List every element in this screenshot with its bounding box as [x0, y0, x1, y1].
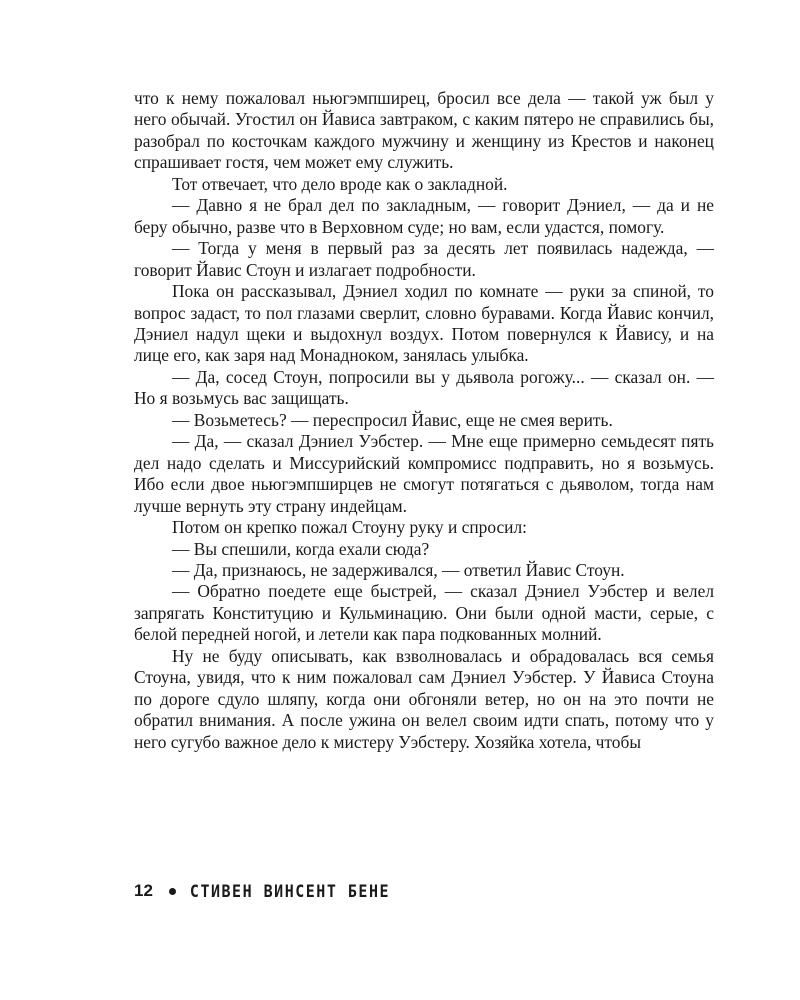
paragraph: Ну не буду описывать, как взволновалась и обрадовалась вся семья Стоуна, увидя, что к ним пожаловал сам Дэниел Уэбстер. У Йависа Стоуна по дороге сдуло шляпу, когда они обгоняли ветер, но он на это почти не обратил внимания. А после ужина он велел своим идти спать, потому что у него сугубо важное дело к мистеру Уэбстеру. Хозяйка хотела, чтобы	[134, 645, 714, 752]
running-head-author: СТИВЕН ВИНСЕНТ БЕНЕ	[189, 880, 391, 902]
paragraph: — Да, сосед Стоун, попросили вы у дьявола рогожу... — сказал он. — Но я возьмусь вас защищать.	[134, 366, 714, 409]
paragraph: — Да, — сказал Дэниел Уэбстер. — Мне еще примерно семьдесят пять дел надо сделать и Миссурийский компромисс подправить, но я возьмусь. Ибо если двое ньюгэмпширцев не смогут потягаться с дьяволом, тогда нам лучше вернуть эту страну индейцам.	[134, 431, 714, 516]
paragraph: Пока он рассказывал, Дэниел ходил по комнате — руки за спиной, то вопрос задаст, то пол глазами сверлит, словно буравами. Когда Йавис кончил, Дэниел надул щеки и выдохнул воздух. Потом повернулся к Йавису, и на лице его, как заря над Монадноком, занялась улыбка.	[134, 281, 714, 366]
page-number: 12	[134, 881, 153, 900]
page-footer	[134, 880, 390, 902]
paragraph: что к нему пожаловал ньюгэмпширец, бросил все дела — такой уж был у него обычай. Угостил он Йависа завтраком, с каким пятеро не справились бы, разобрал по косточкам каждого мужчину и женщину из Крестов и наконец спрашивает гостя, чем может ему служить.	[134, 88, 714, 173]
bullet-separator	[169, 888, 176, 895]
paragraph: Тот отвечает, что дело вроде как о закладной.	[172, 173, 508, 194]
paragraph: — Тогда у меня в первый раз за десять лет появилась надежда, — говорит Йавис Стоун и излагает подробности.	[134, 238, 714, 280]
paragraph: Потом он крепко пожал Стоуну руку и спросил:	[172, 517, 527, 538]
paragraph: — Вы спешили, когда ехали сюда?	[172, 538, 430, 559]
paragraph: — Да, признаюсь, не задерживался, — ответил Йавис Стоун.	[172, 559, 625, 580]
paragraph: — Давно я не брал дел по закладным, — говорит Дэниел, — да и не беру обычно, разве что в Верховном суде; но вам, если удастся, помогу.	[134, 195, 714, 237]
paragraph: — Возьметесь? — переспросил Йавис, еще не смея верить.	[172, 409, 613, 430]
paragraph: — Обратно поедете еще быстрей, — сказал Дэниел Уэбстер и велел запрягать Конституцию и Кульминацию. Они были одной масти, серые, с белой передней ногой, и летели как пара подкованных молний.	[134, 581, 714, 645]
body-text	[134, 88, 714, 753]
